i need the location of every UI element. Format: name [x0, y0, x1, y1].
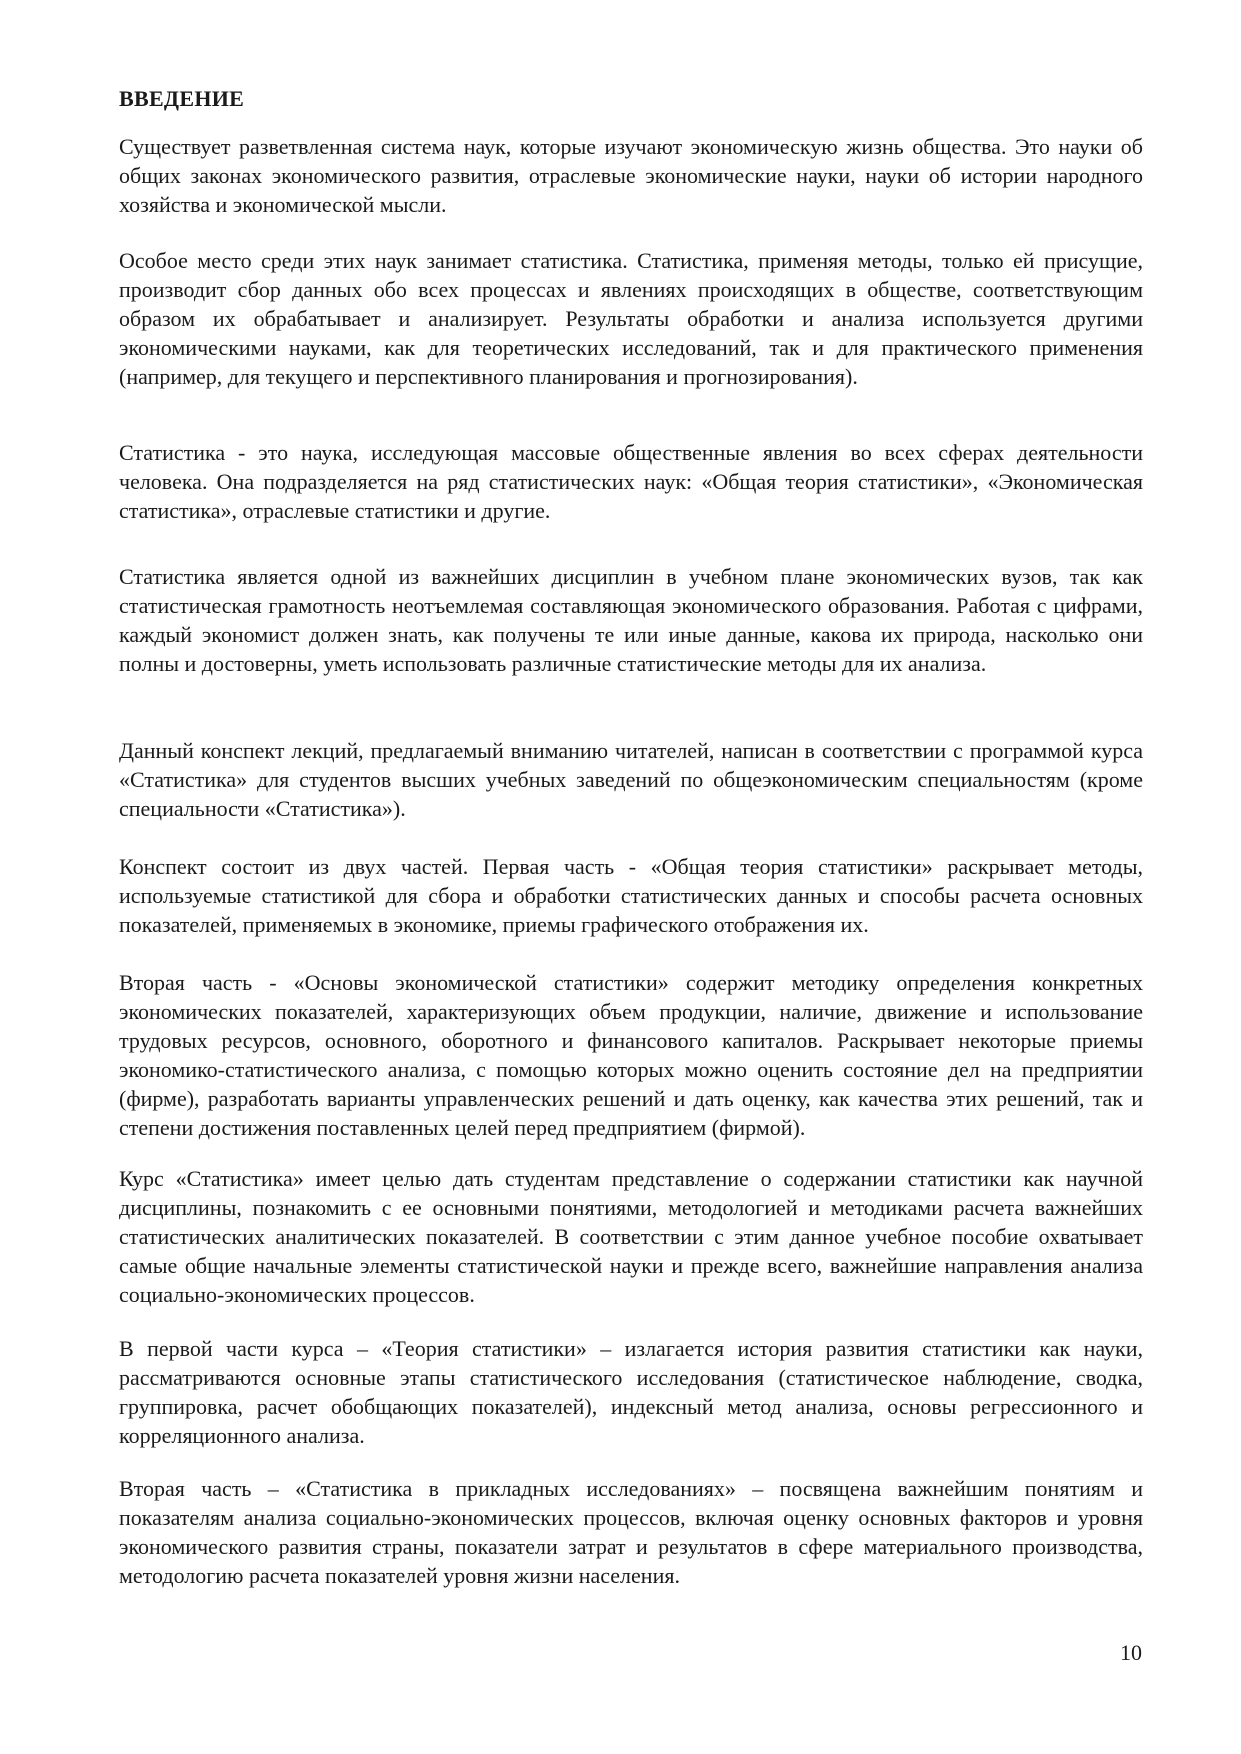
page-number: 10: [1120, 1640, 1142, 1665]
paragraph-1: Существует разветвленная система наук, которые изучают экономическую жизнь общества. Это науки об общих законах экономического развития, отраслевые экономические науки, науки об истории народного хозяйства и экономической мысли.: [119, 134, 1143, 217]
page-heading: ВВЕДЕНИЕ: [119, 86, 245, 111]
paragraph-5: Данный конспект лекций, предлагаемый вниманию читателей, написан в соответствии с программой курса «Статистика» для студентов высших учебных заведений по общеэкономическим специальностям (кроме специальности «Статистика»).: [119, 738, 1143, 821]
paragraph-10: Вторая часть – «Статистика в прикладных исследованиях» – посвящена важнейшим понятиям и показателям анализа социально-экономических процессов, включая оценку основных факторов и уровня экономического развития страны, показатели затрат и результатов в сфере материального производства, методологию расчета показателей уровня жизни населения.: [119, 1476, 1143, 1588]
paragraph-3: Статистика - это наука, исследующая массовые общественные явления во всех сферах деятельности человека. Она подразделяется на ряд статистических наук: «Общая теория статистики», «Экономическая статистика», отраслевые статистики и другие.: [119, 440, 1143, 523]
paragraph-4: Статистика является одной из важнейших дисциплин в учебном плане экономических вузов, так как статистическая грамотность неотъемлемая составляющая экономического образования. Работая с цифрами, каждый экономист должен знать, как получены те или иные данные, какова их природа, насколько они полны и достоверны, уметь использовать различные статистические методы для их анализа.: [119, 564, 1143, 676]
paragraph-8: Курс «Статистика» имеет целью дать студентам представление о содержании статистики как научной дисциплины, познакомить с ее основными понятиями, методологией и методиками расчета важнейших статистических аналитических показателей. В соответствии с этим данное учебное пособие охватывает самые общие начальные элементы статистической науки и прежде всего, важнейшие направления анализа социально-экономических процессов.: [119, 1166, 1143, 1307]
paragraph-6: Конспект состоит из двух частей. Первая часть - «Общая теория статистики» раскрывает методы, используемые статистикой для сбора и обработки статистических данных и способы расчета основных показателей, применяемых в экономике, приемы графического отображения их.: [119, 854, 1143, 937]
paragraph-7: Вторая часть - «Основы экономической статистики» содержит методику определения конкретных экономических показателей, характеризующих объем продукции, наличие, движение и использование трудовых ресурсов, основного, оборотного и финансового капиталов. Раскрывает некоторые приемы экономико-статистического анализа, с помощью которых можно оценить состояние дел на предприятии (фирме), разработать варианты управленческих решений и дать оценку, как качества этих решений, так и степени достижения поставленных целей перед предприятием (фирмой).: [119, 970, 1143, 1140]
paragraph-2: Особое место среди этих наук занимает статистика. Статистика, применяя методы, только ей присущие, производит сбор данных обо всех процессах и явлениях происходящих в обществе, соответствующим образом их обрабатывает и анализирует. Результаты обработки и анализа используется другими экономическими науками, как для теоретических исследований, так и для практического применения (например, для текущего и перспективного планирования и прогнозирования).: [119, 248, 1143, 389]
paragraph-9: В первой части курса – «Теория статистики» – излагается история развития статистики как науки, рассматриваются основные этапы статистического исследования (статистическое наблюдение, сводка, группировка, расчет обобщающих показателей), индексный метод анализа, основы регрессионного и корреляционного анализа.: [119, 1336, 1143, 1448]
